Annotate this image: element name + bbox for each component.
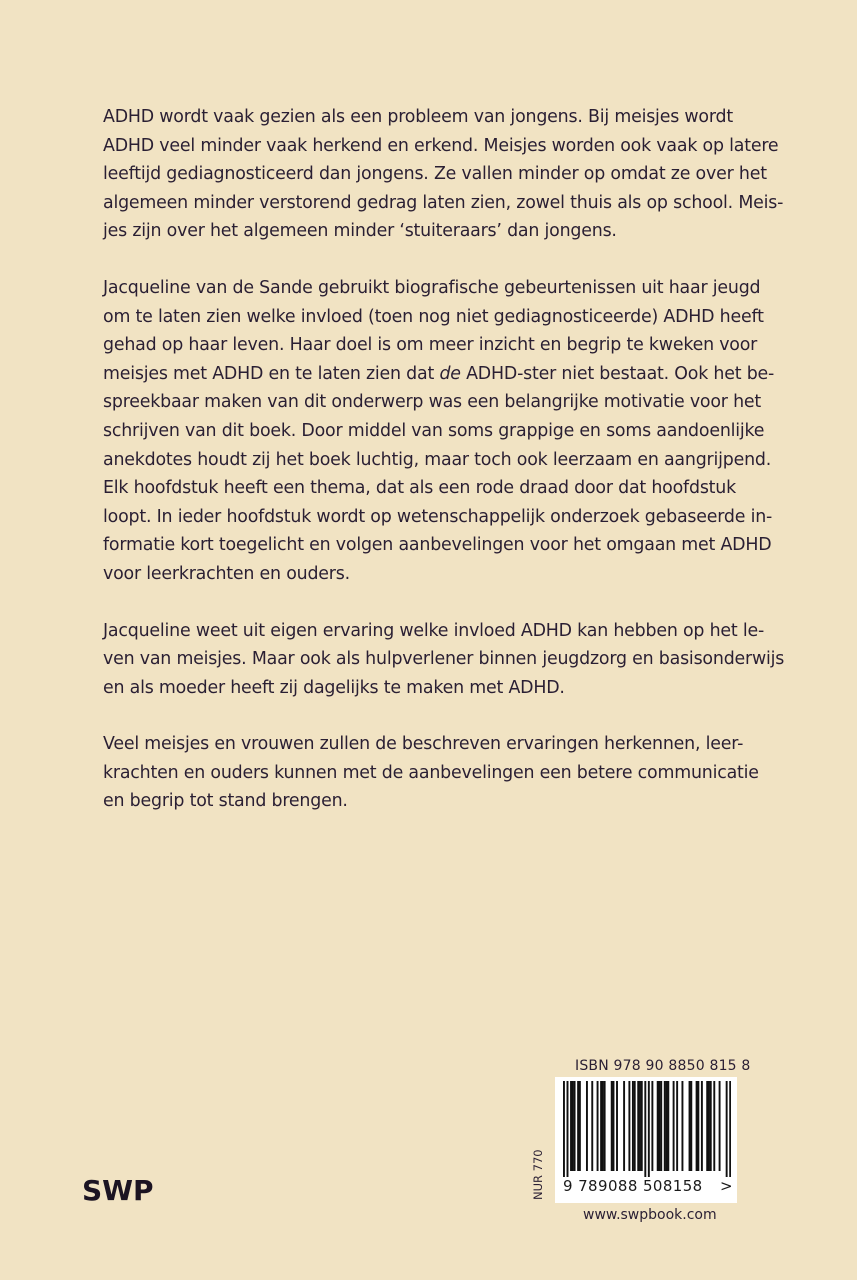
barcode-bar xyxy=(658,1081,660,1171)
barcode-bar xyxy=(574,1081,576,1171)
barcode-bar xyxy=(690,1081,692,1171)
blurb-paragraph-4 xyxy=(103,730,759,816)
barcode-bar xyxy=(664,1081,666,1171)
barcode-bar xyxy=(634,1081,636,1171)
blurb-line: leeftijd gediagnosticeerd dan jongens. Ze vallen minder op omdat ze over het xyxy=(103,164,767,185)
blurb-paragraph-1 xyxy=(103,103,784,246)
barcode-bar xyxy=(602,1081,604,1171)
barcode-bar xyxy=(623,1081,625,1171)
barcode-bar xyxy=(604,1081,606,1171)
barcode xyxy=(555,1077,737,1203)
back-cover-blurb xyxy=(103,103,785,844)
barcode-bar xyxy=(641,1081,643,1171)
barcode-bar xyxy=(673,1081,675,1171)
blurb-line: en begrip tot stand brengen. xyxy=(103,791,348,812)
barcode-bar xyxy=(572,1081,574,1171)
blurb-line: voor leerkrachten en ouders. xyxy=(103,563,350,584)
barcode-digits xyxy=(563,1177,731,1195)
barcode-bar xyxy=(600,1081,602,1171)
barcode-bar xyxy=(651,1081,653,1171)
barcode-bar xyxy=(648,1081,650,1177)
isbn-label: ISBN 978 90 8850 815 8 xyxy=(575,1058,751,1074)
barcode-bar xyxy=(681,1081,683,1171)
barcode-bar xyxy=(644,1081,646,1177)
blurb-line: ADHD veel minder vaak herkend en erkend. Meisjes worden ook vaak op latere xyxy=(103,135,779,156)
barcode-bar xyxy=(666,1081,668,1171)
barcode-bar xyxy=(689,1081,691,1171)
barcode-bar xyxy=(729,1081,731,1177)
barcode-bar xyxy=(577,1081,579,1171)
blurb-paragraph-2 xyxy=(103,274,775,589)
barcode-bar xyxy=(726,1081,728,1177)
blurb-paragraph-3 xyxy=(103,617,785,703)
blurb-line: formatie kort toegelicht en volgen aanbevelingen voor het omgaan met ADHD xyxy=(103,535,772,556)
blurb-line: om te laten zien welke invloed (toen nog niet gediagnosticeerde) ADHD heeft xyxy=(103,306,764,327)
barcode-bar xyxy=(616,1081,618,1171)
blurb-line: krachten en ouders kunnen met de aanbevelingen een betere communicatie xyxy=(103,762,759,783)
barcode-bar xyxy=(567,1081,569,1177)
barcode-bar xyxy=(637,1081,639,1171)
blurb-line: ven van meisjes. Maar ook als hulpverlener binnen jeugdzorg en basisonderwijs xyxy=(103,649,785,670)
publisher-logo: SWP xyxy=(82,1174,154,1207)
barcode-bar xyxy=(713,1081,715,1171)
barcode-bar xyxy=(719,1081,721,1171)
barcode-bar xyxy=(628,1081,630,1171)
barcode-bar xyxy=(586,1081,588,1171)
barcode-bar xyxy=(611,1081,613,1171)
barcode-bar xyxy=(676,1081,678,1171)
blurb-line: spreekbaar maken van dit onderwerp was een belangrijke motivatie voor het xyxy=(103,392,762,413)
barcode-bar xyxy=(696,1081,698,1171)
publisher-website: www.swpbook.com xyxy=(583,1207,717,1223)
blurb-line: Jacqueline weet uit eigen ervaring welke invloed ADHD kan hebben op het le- xyxy=(103,620,765,641)
barcode-arrow: > xyxy=(720,1177,733,1195)
blurb-line: algemeen minder verstorend gedrag laten zien, zowel thuis als op school. Meis- xyxy=(103,192,784,213)
barcode-bar xyxy=(710,1081,712,1171)
barcode-bar xyxy=(579,1081,581,1171)
barcode-bar xyxy=(639,1081,641,1171)
blurb-line: Elk hoofdstuk heeft een thema, dat als een rode draad door dat hoofdstuk xyxy=(103,478,736,499)
blurb-line: schrijven van dit boek. Door middel van soms grappige en soms aandoenlijke xyxy=(103,420,765,441)
nur-code: NUR 770 xyxy=(531,1149,545,1200)
barcode-bars xyxy=(563,1081,731,1177)
blurb-line: loopt. In ieder hoofdstuk wordt op wetenschappelijk onderzoek gebaseerde in- xyxy=(103,506,773,527)
barcode-bar xyxy=(667,1081,669,1171)
barcode-bar xyxy=(706,1081,708,1171)
blurb-line: en als moeder heeft zij dagelijks te maken met ADHD. xyxy=(103,677,565,698)
barcode-bar xyxy=(697,1081,699,1171)
barcode-bar xyxy=(632,1081,634,1171)
barcode-bar xyxy=(657,1081,659,1171)
blurb-line: gehad op haar leven. Haar doel is om meer inzicht en begrip te kweken voor xyxy=(103,335,758,356)
barcode-bar xyxy=(613,1081,615,1171)
barcode-bar xyxy=(597,1081,599,1171)
emphasis-word: de xyxy=(439,363,461,384)
blurb-line: Jacqueline van de Sande gebruikt biografische gebeurtenissen uit haar jeugd xyxy=(103,277,761,298)
blurb-line: ADHD wordt vaak gezien als een probleem van jongens. Bij meisjes wordt xyxy=(103,107,733,127)
barcode-bar xyxy=(591,1081,593,1171)
barcode-bar xyxy=(701,1081,703,1171)
barcode-bar xyxy=(660,1081,662,1171)
blurb-line: jes zijn over het algemeen minder ‘stuiteraars’ dan jongens. xyxy=(103,221,617,242)
barcode-bar xyxy=(570,1081,572,1171)
blurb-line: meisjes met ADHD en te laten zien dat de ADHD-ster niet bestaat. Ook het be- xyxy=(103,363,775,384)
barcode-number: 9 789088 508158 xyxy=(563,1177,703,1195)
blurb-line: anekdotes houdt zij het boek luchtig, maar toch ook leerzaam en aangrijpend. xyxy=(103,449,772,470)
barcode-bar xyxy=(708,1081,710,1171)
barcode-bar xyxy=(563,1081,565,1177)
blurb-line: Veel meisjes en vrouwen zullen de beschreven ervaringen herkennen, leer- xyxy=(103,734,744,755)
